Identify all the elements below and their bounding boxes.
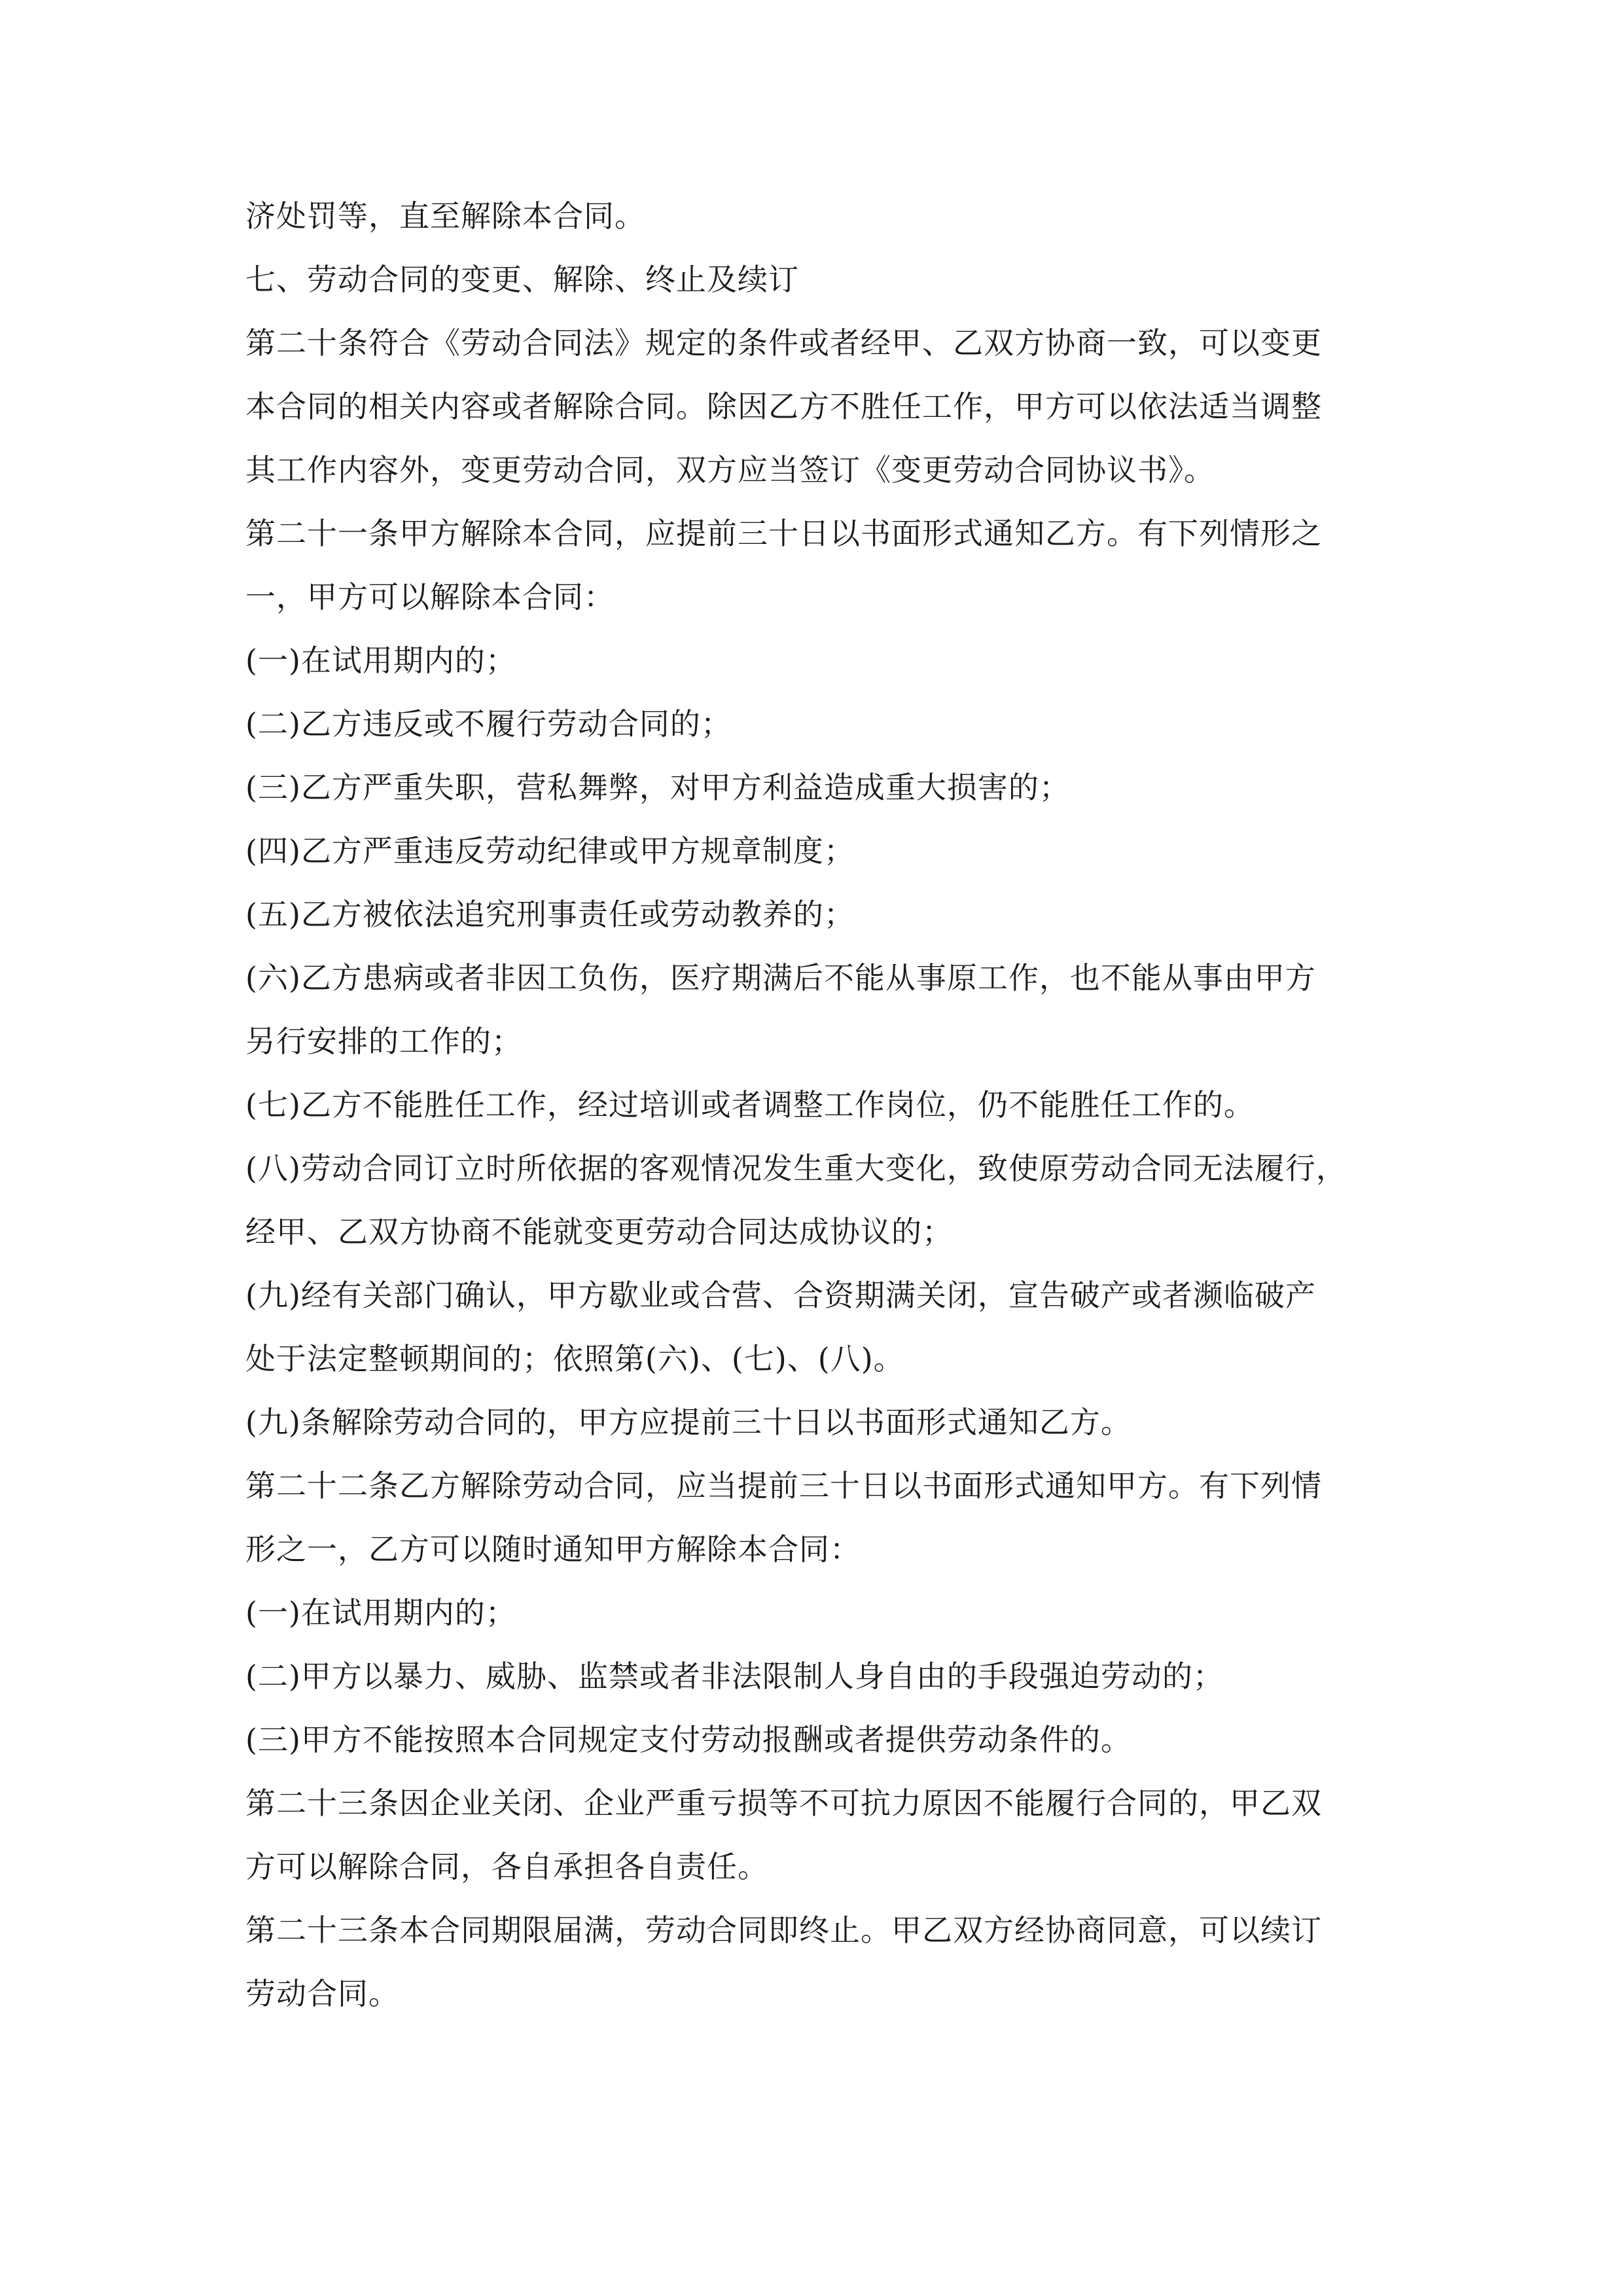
list-item: (七)乙方不能胜任工作，经过培训或者调整工作岗位，仍不能胜任工作的。: [245, 1087, 1255, 1122]
text-line: 劳动合同。: [245, 1976, 399, 2011]
text-line: 第二十一条甲方解除本合同，应提前三十日以书面形式通知乙方。有下列情形之: [245, 516, 1322, 551]
list-item: (九)条解除劳动合同的，甲方应提前三十日以书面形式通知乙方。: [245, 1405, 1132, 1440]
text-line: 经甲、乙双方协商不能就变更劳动合同达成协议的；: [245, 1214, 953, 1249]
text-line: 处于法定整顿期间的；依照第(六)、(七)、(八)。: [245, 1341, 904, 1376]
text-line: 第二十二条乙方解除劳动合同，应当提前三十日以书面形式通知甲方。有下列情: [245, 1468, 1322, 1503]
list-item: (四)乙方严重违反劳动纪律或甲方规章制度；: [245, 833, 855, 869]
list-item: (二)甲方以暴力、威胁、监禁或者非法限制人身自由的手段强迫劳动的；: [245, 1659, 1224, 1694]
list-item: (六)乙方患病或者非因工负伤，医疗期满后不能从事原工作，也不能从事由甲方: [245, 960, 1316, 996]
text-line: 第二十三条本合同期限届满，劳动合同即终止。甲乙双方经协商同意，可以续订: [245, 1912, 1322, 1948]
text-line: 本合同的相关内容或者解除合同。除因乙方不胜任工作，甲方可以依法适当调整: [245, 389, 1322, 424]
text-line: 另行安排的工作的；: [245, 1024, 522, 1059]
list-item: (二)乙方违反或不履行劳动合同的；: [245, 706, 732, 742]
list-item: (一)在试用期内的；: [245, 643, 516, 678]
text-line: 第二十条符合《劳动合同法》规定的条件或者经甲、乙双方协商一致，可以变更: [245, 325, 1322, 361]
list-item: (八)劳动合同订立时所依据的客观情况发生重大变化，致使原劳动合同无法履行，: [245, 1151, 1347, 1186]
list-item: (三)甲方不能按照本合同规定支付劳动报酬或者提供劳动条件的。: [245, 1722, 1132, 1757]
list-item: (五)乙方被依法追究刑事责任或劳动教养的；: [245, 897, 855, 932]
list-item: (一)在试用期内的；: [245, 1595, 516, 1630]
text-line: 一，甲方可以解除本合同：: [245, 579, 615, 615]
text-line: 济处罚等，直至解除本合同。: [245, 198, 645, 234]
list-item: (九)经有关部门确认，甲方歇业或合营、合资期满关闭，宣告破产或者濒临破产: [245, 1278, 1316, 1313]
text-line: 方可以解除合同，各自承担各自责任。: [245, 1849, 768, 1884]
text-line: 形之一，乙方可以随时通知甲方解除本合同：: [245, 1532, 861, 1567]
text-line: 第二十三条因企业关闭、企业严重亏损等不可抗力原因不能履行合同的，甲乙双: [245, 1785, 1322, 1821]
section-heading: 七、劳动合同的变更、解除、终止及续订: [245, 262, 799, 297]
list-item: (三)乙方严重失职，营私舞弊，对甲方利益造成重大损害的；: [245, 770, 1070, 805]
text-line: 其工作内容外，变更劳动合同，双方应当签订《变更劳动合同协议书》。: [245, 452, 1215, 488]
